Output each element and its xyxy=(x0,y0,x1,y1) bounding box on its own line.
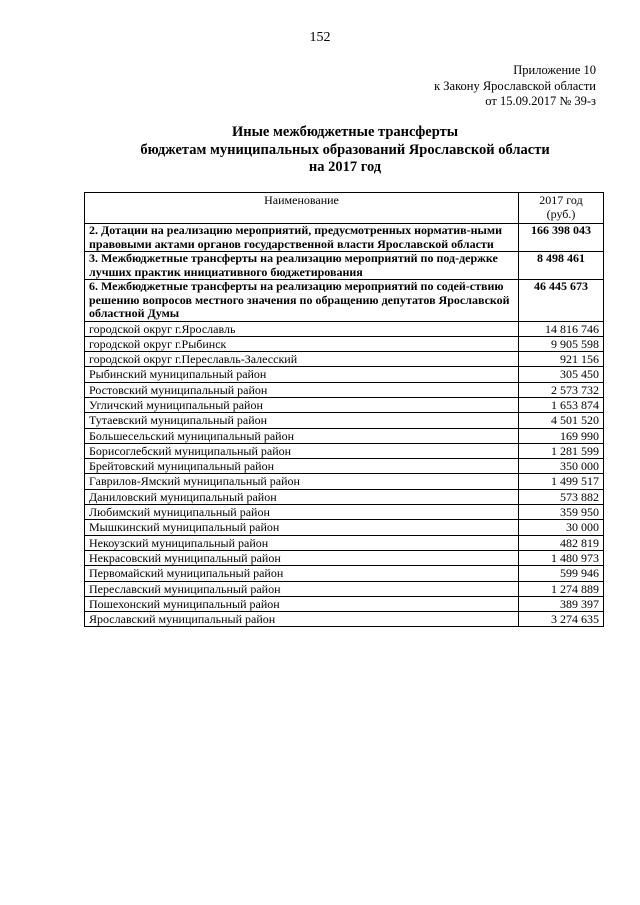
section-row xyxy=(85,252,604,280)
appendix-reference xyxy=(434,63,596,110)
transfers-table xyxy=(84,192,604,627)
table-header-row xyxy=(85,193,604,224)
municipality-name: Даниловский муниципальный район xyxy=(85,489,519,504)
municipality-amount: 389 397 xyxy=(519,596,604,611)
appendix-line: от 15.09.2017 № 39-з xyxy=(485,94,596,108)
municipality-amount: 1 281 599 xyxy=(519,443,604,458)
section-amount: 46 445 673 xyxy=(519,280,604,322)
table-row xyxy=(85,413,604,428)
table-row xyxy=(85,596,604,611)
municipality-amount: 599 946 xyxy=(519,566,604,581)
municipality-amount: 169 990 xyxy=(519,428,604,443)
table-row xyxy=(85,443,604,458)
table-row xyxy=(85,550,604,565)
table-row xyxy=(85,535,604,550)
section-amount: 166 398 043 xyxy=(519,224,604,252)
municipality-amount: 305 450 xyxy=(519,367,604,382)
municipality-name: Угличский муниципальный район xyxy=(85,397,519,412)
table-row xyxy=(85,520,604,535)
table-row xyxy=(85,336,604,351)
title-line: бюджетам муниципальных образований Ярославской области xyxy=(140,141,550,158)
table-row xyxy=(85,612,604,627)
table-row xyxy=(85,397,604,412)
column-header-amount xyxy=(519,193,604,224)
municipality-amount: 1 274 889 xyxy=(519,581,604,596)
municipality-name: городской округ г.Ярославль xyxy=(85,321,519,336)
document-title xyxy=(60,124,630,177)
municipality-amount: 350 000 xyxy=(519,459,604,474)
section-name: 6. Межбюджетные трансферты на реализацию мероприятий по содей-ствию решению вопросов местного значения по обращению депутатов Ярославской областной Думы xyxy=(85,280,519,322)
municipality-name: Ростовский муниципальный район xyxy=(85,382,519,397)
section-amount: 8 498 461 xyxy=(519,252,604,280)
section-row xyxy=(85,280,604,322)
table-row xyxy=(85,367,604,382)
municipality-amount: 4 501 520 xyxy=(519,413,604,428)
column-header-year: 2017 год xyxy=(539,193,583,207)
municipality-amount: 3 274 635 xyxy=(519,612,604,627)
section-row xyxy=(85,224,604,252)
section-name: 3. Межбюджетные трансферты на реализацию мероприятий по под-держке лучших практик инициативного бюджетирования xyxy=(85,252,519,280)
table-row xyxy=(85,428,604,443)
municipality-amount: 921 156 xyxy=(519,352,604,367)
municipality-amount: 359 950 xyxy=(519,505,604,520)
municipality-name: Брейтовский муниципальный район xyxy=(85,459,519,474)
table-row xyxy=(85,474,604,489)
municipality-name: Ярославский муниципальный район xyxy=(85,612,519,627)
municipality-amount: 1 480 973 xyxy=(519,550,604,565)
municipality-amount: 1 499 517 xyxy=(519,474,604,489)
table-row xyxy=(85,321,604,336)
municipality-name: Некоузский муниципальный район xyxy=(85,535,519,550)
municipality-name: Некрасовский муниципальный район xyxy=(85,550,519,565)
column-header-name: Наименование xyxy=(85,193,519,224)
table-row xyxy=(85,352,604,367)
municipality-name: Гаврилов-Ямский муниципальный район xyxy=(85,474,519,489)
section-name: 2. Дотации на реализацию мероприятий, предусмотренных норматив-ными правовыми актами органов государственной власти Ярославской области xyxy=(85,224,519,252)
table-row xyxy=(85,581,604,596)
table-row xyxy=(85,566,604,581)
municipality-name: Переславский муниципальный район xyxy=(85,581,519,596)
municipality-amount: 9 905 598 xyxy=(519,336,604,351)
municipality-name: Мышкинский муниципальный район xyxy=(85,520,519,535)
table-row xyxy=(85,505,604,520)
table-row xyxy=(85,489,604,504)
municipality-name: городской округ г.Переславль-Залесский xyxy=(85,352,519,367)
appendix-line: Приложение 10 xyxy=(513,63,596,77)
municipality-name: Рыбинский муниципальный район xyxy=(85,367,519,382)
municipality-amount: 30 000 xyxy=(519,520,604,535)
municipality-name: Любимский муниципальный район xyxy=(85,505,519,520)
title-line: Иные межбюджетные трансферты xyxy=(231,124,459,140)
column-header-unit: (руб.) xyxy=(546,207,576,221)
municipality-name: Тутаевский муниципальный район xyxy=(85,413,519,428)
municipality-amount: 14 816 746 xyxy=(519,321,604,336)
page-number: 152 xyxy=(309,30,331,45)
municipality-amount: 1 653 874 xyxy=(519,397,604,412)
municipality-name: Большесельский муниципальный район xyxy=(85,428,519,443)
table-row xyxy=(85,459,604,474)
municipality-name: Борисоглебский муниципальный район xyxy=(85,443,519,458)
municipality-amount: 482 819 xyxy=(519,535,604,550)
appendix-line: к Закону Ярославской области xyxy=(434,78,596,93)
municipality-name: Первомайский муниципальный район xyxy=(85,566,519,581)
municipality-name: Пошехонский муниципальный район xyxy=(85,596,519,611)
table-row xyxy=(85,382,604,397)
municipality-name: городской округ г.Рыбинск xyxy=(85,336,519,351)
municipality-amount: 573 882 xyxy=(519,489,604,504)
municipality-amount: 2 573 732 xyxy=(519,382,604,397)
title-line: на 2017 год xyxy=(308,159,382,175)
